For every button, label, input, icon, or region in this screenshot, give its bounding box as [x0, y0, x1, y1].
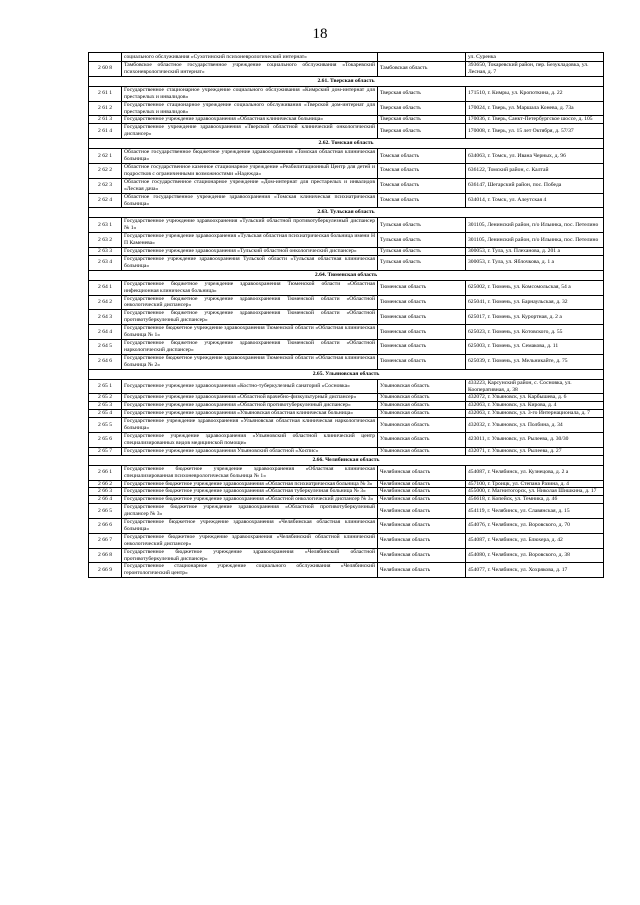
address: 634063, г. Томск, ул. Ивана Черных, д. 96	[466, 149, 604, 164]
region-name: Тверская область	[378, 86, 466, 101]
table-row	[89, 280, 604, 295]
row-number: 2 62 2	[89, 163, 122, 178]
table-row	[89, 101, 604, 116]
institution-name: Государственное учреждение здравоохранения «Тульская областная психиатрическая больница имени Н П Каменева»	[122, 233, 378, 248]
institution-name: Областное государственное казенное стационарное учреждение «Реабилитационный Центр для детей и подростков с ограниченными возможностями «Надежда»	[122, 163, 378, 178]
address: 423011, г. Ульяновск, ул. Рылеева, д. 30/30	[466, 432, 604, 447]
region-name: Челябинская область	[378, 488, 466, 496]
table-row	[89, 233, 604, 248]
address: 432032, г. Ульяновск, ул. Полбина, д. 34	[466, 418, 604, 433]
row-number: 2 64 4	[89, 325, 122, 340]
address: 432063, г. Ульяновск, ул. Кирова, д. 4	[466, 402, 604, 410]
row-number: 2 65 2	[89, 394, 122, 402]
address: 454076, г. Челябинск, ул. Воровского, д. 70	[466, 519, 604, 534]
table-row	[89, 563, 604, 578]
region-name: Ульяновская область	[378, 432, 466, 447]
table-row	[89, 149, 604, 164]
address: 454080, г. Челябинск, ул. Воровского, д. 38	[466, 548, 604, 563]
address: 636122, Томский район, с. Калтай	[466, 163, 604, 178]
row-number: 2 60 8	[89, 62, 122, 77]
region-name: Челябинская область	[378, 465, 466, 480]
table-row	[89, 480, 604, 488]
region-name: Ульяновская область	[378, 410, 466, 418]
table-row	[89, 116, 604, 124]
table-row	[89, 496, 604, 504]
institution-name: Государственное бюджетное учреждение здравоохранения Тюменской области «Областная клиническая больница № 2»	[122, 354, 378, 369]
institution-name: Государственное стационарное учреждение социального обслуживания «Кимрский дом-интернат для престарелых и инвалидов»	[122, 86, 378, 101]
institution-name: Государственное бюджетное учреждение здравоохранения «Областная психиатрическая больница № 3»	[122, 480, 378, 488]
row-number: 2 66 6	[89, 519, 122, 534]
region-name: Томская область	[378, 178, 466, 193]
institution-name: Государственное бюджетное учреждение здравоохранения «Областная клиническая специализированная психоневрологическая больница № 1»	[122, 465, 378, 480]
table-row	[89, 447, 604, 455]
row-number: 2 66 1	[89, 465, 122, 480]
section-title: 2.63. Тульская область	[89, 208, 604, 218]
row-number: 2 64 1	[89, 280, 122, 295]
institution-name: Государственное бюджетное учреждение здравоохранения Тюменской области «Областная инфекционная клиническая больница»	[122, 280, 378, 295]
address: 454087, г. Челябинск, ул. Кузнецова, д. 2 а	[466, 465, 604, 480]
region-name: Томская область	[378, 193, 466, 208]
address: 455000, г. Магнитогорск, ул. Николая Шишкина, д. 17	[466, 488, 604, 496]
address: 432063, г. Ульяновск, ул. 3-го Интернационала, д. 7	[466, 410, 604, 418]
table-row	[89, 418, 604, 433]
row-number: 2 63 3	[89, 248, 122, 256]
row-number: 2 66 7	[89, 533, 122, 548]
address: 625023, г. Тюмень, ул. Котовского, д. 55	[466, 325, 604, 340]
row-number: 2 65 3	[89, 402, 122, 410]
institution-name: Государственное учреждение здравоохранения Ульяновский областной «Хоспис»	[122, 447, 378, 455]
address: 170036, г. Тверь, Санкт-Петербургское шоссе, д. 105	[466, 116, 604, 124]
registry-table-body	[89, 53, 604, 578]
address: 456618, г. Копейск, ул. Темника, д. 46	[466, 496, 604, 504]
table-row	[89, 533, 604, 548]
address: 454087, г. Челябинск, ул. Блюхера, д. 42	[466, 533, 604, 548]
address: 301105, Ленинский район, п/о Ильинка, пос. Петелино	[466, 218, 604, 233]
row-number: 2 65 1	[89, 379, 122, 394]
address: 301105, Ленинский район, п/о Ильинка, пос. Петелино	[466, 233, 604, 248]
region-name: Тульская область	[378, 255, 466, 270]
section-header-row	[89, 369, 604, 379]
institution-name: Государственное учреждение здравоохранения «Областной врачебно-физкультурный диспансер»	[122, 394, 378, 402]
institution-name: Государственное учреждение здравоохранения Тульской области «Тульская областная клиническая больница»	[122, 255, 378, 270]
row-number: 2 61 3	[89, 116, 122, 124]
region-name: Ульяновская область	[378, 402, 466, 410]
section-title: 2.61. Тверская область	[89, 76, 604, 86]
region-name: Тульская область	[378, 233, 466, 248]
region-name: Ульяновская область	[378, 379, 466, 394]
region-name: Тверская область	[378, 124, 466, 139]
address: 393650, Токаревский район, пер. Безукладовка, ул. Лесная, д. 7	[466, 62, 604, 77]
institution-name: Государственное стационарное учреждение социального обслуживания «Тверской дом-интернат для престарелых и инвалидов»	[122, 101, 378, 116]
region-name: Ульяновская область	[378, 418, 466, 433]
address: 634014, г. Томск, ул. Алеутская 4	[466, 193, 604, 208]
row-number: 2 62 1	[89, 149, 122, 164]
region-name: Челябинская область	[378, 496, 466, 504]
institution-name: Государственное бюджетное учреждение здравоохранения Тюменской области «Областной онкологический диспансер»	[122, 295, 378, 310]
institution-name: Областное государственное учреждение здравоохранения «Томская клиническая психиатрическая больница»	[122, 193, 378, 208]
institution-name: Государственное бюджетное учреждение здравоохранения «Челябинская областная клиническая больница»	[122, 519, 378, 534]
address: 625002, г. Тюмень, ул. Комсомольская, 54 а	[466, 280, 604, 295]
region-name	[378, 53, 466, 62]
page-number: 18	[312, 26, 328, 42]
table-row	[89, 465, 604, 480]
section-title: 2.62. Томская область	[89, 139, 604, 149]
institution-name: Государственное учреждение здравоохранения «Тульский областной онкологический диспансер»	[122, 248, 378, 256]
table-row	[89, 325, 604, 340]
row-number: 2 66 2	[89, 480, 122, 488]
table-row	[89, 432, 604, 447]
table-row	[89, 53, 604, 62]
region-name: Ульяновская область	[378, 394, 466, 402]
institution-name: Государственное учреждение здравоохранения «Тульский областной противотуберкулезный диспансер № 1»	[122, 218, 378, 233]
institution-name: Областное государственное стационарное учреждение «Дом-интернат для престарелых и инвалидов «Лесная дача»	[122, 178, 378, 193]
row-number: 2 66 9	[89, 563, 122, 578]
region-name: Тульская область	[378, 248, 466, 256]
table-row	[89, 354, 604, 369]
region-name: Ульяновская область	[378, 447, 466, 455]
row-number: 2 64 3	[89, 310, 122, 325]
address: 433223, Карсунский район, с. Сосновка, ул. Кооперативная, д. 38	[466, 379, 604, 394]
row-number: 2 63 1	[89, 218, 122, 233]
region-name: Челябинская область	[378, 548, 466, 563]
region-name: Тюменская область	[378, 340, 466, 355]
section-title: 2.66. Челябинская область	[89, 455, 604, 465]
section-title: 2.64. Тюменская область	[89, 270, 604, 280]
row-number: 2 65 4	[89, 410, 122, 418]
region-name: Тамбовская область	[378, 62, 466, 77]
table-row	[89, 295, 604, 310]
address: 171510, г. Кимры, ул. Кропоткина, д. 22	[466, 86, 604, 101]
address: 625041, г. Тюмень, ул. Барнаульская, д. 32	[466, 295, 604, 310]
address: 300053, г. Тула, ул. Плеханова, д. 201 а	[466, 248, 604, 256]
institution-name: Государственное стационарное учреждение социального обслуживания «Челябинский геронтологический центр»	[122, 563, 378, 578]
table-row	[89, 218, 604, 233]
row-number: 2 61 2	[89, 101, 122, 116]
address: 625039, г. Тюмень, ул. Мельникайте, д. 75	[466, 354, 604, 369]
row-number: 2 64 2	[89, 295, 122, 310]
row-number: 2 66 5	[89, 504, 122, 519]
region-name: Томская область	[378, 163, 466, 178]
address: 432071, г. Ульяновск, ул. Рылеева, д. 27	[466, 447, 604, 455]
institution-name: Государственное бюджетное учреждение здравоохранения «Областной онкологический диспансер № 3»	[122, 496, 378, 504]
address: 432072, г. Ульяновск, ул. Карбышева, д. 6	[466, 394, 604, 402]
table-row	[89, 394, 604, 402]
institution-name: социального обслуживания «Сухотинский психоневрологический интернат»	[122, 53, 378, 62]
row-number: 2 63 4	[89, 255, 122, 270]
table-row	[89, 248, 604, 256]
institution-name: Государственное учреждение здравоохранения «Костно-туберкулезный санаторий «Сосновка»	[122, 379, 378, 394]
region-name: Челябинская область	[378, 563, 466, 578]
institution-name: Государственное учреждение здравоохранения «Областная клиническая больница»	[122, 116, 378, 124]
row-number	[89, 53, 122, 62]
institution-name: Государственное учреждение здравоохранения «Ульяновская областная клиническая больница»	[122, 410, 378, 418]
address: 636147, Шегарский район, пос. Победа	[466, 178, 604, 193]
row-number: 2 61 4	[89, 124, 122, 139]
table-row	[89, 193, 604, 208]
institution-name: Государственное учреждение здравоохранения «Ульяновский областной клинический центр специализированных видов медицинской помощи»	[122, 432, 378, 447]
address: 300053, г. Тула, ул. Яблочкова, д. 1 а	[466, 255, 604, 270]
table-row	[89, 519, 604, 534]
row-number: 2 66 3	[89, 488, 122, 496]
row-number: 2 63 2	[89, 233, 122, 248]
table-row	[89, 124, 604, 139]
institution-name: Государственное учреждение здравоохранения «Тверской областной клинический онкологический диспансер»	[122, 124, 378, 139]
row-number: 2 64 5	[89, 340, 122, 355]
row-number: 2 65 7	[89, 447, 122, 455]
row-number: 2 65 5	[89, 418, 122, 433]
region-name: Челябинская область	[378, 533, 466, 548]
section-header-row	[89, 455, 604, 465]
address: 457100, г. Троицк, ул. Степана Разина, д. 4	[466, 480, 604, 488]
institution-name: Государственное бюджетное учреждение здравоохранения «Челябинский областной клинический онкологический диспансер»	[122, 533, 378, 548]
section-header-row	[89, 139, 604, 149]
table-row	[89, 410, 604, 418]
row-number: 2 61 1	[89, 86, 122, 101]
table-row	[89, 548, 604, 563]
table-row	[89, 62, 604, 77]
section-header-row	[89, 208, 604, 218]
institution-name: Государственное бюджетное учреждение здравоохранения Тюменской области «Областная клиническая больница № 1»	[122, 325, 378, 340]
region-name: Челябинская область	[378, 504, 466, 519]
institution-name: Государственное бюджетное учреждение здравоохранения «Челябинский областной противотуберкулезный диспансер»	[122, 548, 378, 563]
region-name: Тюменская область	[378, 354, 466, 369]
table-row	[89, 340, 604, 355]
table-row	[89, 504, 604, 519]
institution-name: Государственное учреждение здравоохранения «Ульяновская областная клиническая наркологическая больница»	[122, 418, 378, 433]
section-header-row	[89, 270, 604, 280]
table-row	[89, 255, 604, 270]
row-number: 2 66 4	[89, 496, 122, 504]
region-name: Тверская область	[378, 116, 466, 124]
table-row	[89, 402, 604, 410]
region-name: Челябинская область	[378, 480, 466, 488]
institution-name: Государственное бюджетное учреждение здравоохранения «Областной противотуберкулезный диспансер № 3»	[122, 504, 378, 519]
institution-name: Государственное бюджетное учреждение здравоохранения Тюменской области «Областной противотуберкулезный диспансер»	[122, 310, 378, 325]
address: ул. Суренка	[466, 53, 604, 62]
region-name: Томская область	[378, 149, 466, 164]
table-row	[89, 379, 604, 394]
region-name: Тюменская область	[378, 280, 466, 295]
row-number: 2 62 4	[89, 193, 122, 208]
address: 454077, г. Челябинск, ул. Хохрякова, д. 17	[466, 563, 604, 578]
table-row	[89, 310, 604, 325]
region-name: Тюменская область	[378, 295, 466, 310]
institution-name: Государственное бюджетное учреждение здравоохранения «Областная туберкулезная больница № 3»	[122, 488, 378, 496]
region-name: Тверская область	[378, 101, 466, 116]
table-row	[89, 86, 604, 101]
institution-name: Государственное бюджетное учреждение здравоохранения Тюменской области «Областной наркологический диспансер»	[122, 340, 378, 355]
row-number: 2 64 6	[89, 354, 122, 369]
address: 454119, г. Челябинск, ул. Славянская, д. 15	[466, 504, 604, 519]
registry-table	[88, 52, 604, 578]
region-name: Тюменская область	[378, 325, 466, 340]
table-row	[89, 163, 604, 178]
address: 170024, г. Тверь, ул. Маршала Конева, д. 73а	[466, 101, 604, 116]
table-row	[89, 488, 604, 496]
region-name: Тульская область	[378, 218, 466, 233]
address: 625003, г. Тюмень, ул. Семакова, д. 11	[466, 340, 604, 355]
table-row	[89, 178, 604, 193]
address: 625017, г. Тюмень, ул. Курортная, д. 2 а	[466, 310, 604, 325]
row-number: 2 66 8	[89, 548, 122, 563]
institution-name: Областное государственное бюджетное учреждение здравоохранения «Томская областная клиническая больница»	[122, 149, 378, 164]
institution-name: Тамбовское областное государственное учреждение социального обслуживания «Токаревский психоневрологический интернат»	[122, 62, 378, 77]
institution-name: Государственное учреждение здравоохранения «Областной противотуберкулезный диспансер»	[122, 402, 378, 410]
section-header-row	[89, 76, 604, 86]
region-name: Тюменская область	[378, 310, 466, 325]
row-number: 2 65 6	[89, 432, 122, 447]
row-number: 2 62 3	[89, 178, 122, 193]
section-title: 2.65. Ульяновская область	[89, 369, 604, 379]
address: 170008, г. Тверь, ул. 15 лет Октября, д. 57/37	[466, 124, 604, 139]
region-name: Челябинская область	[378, 519, 466, 534]
